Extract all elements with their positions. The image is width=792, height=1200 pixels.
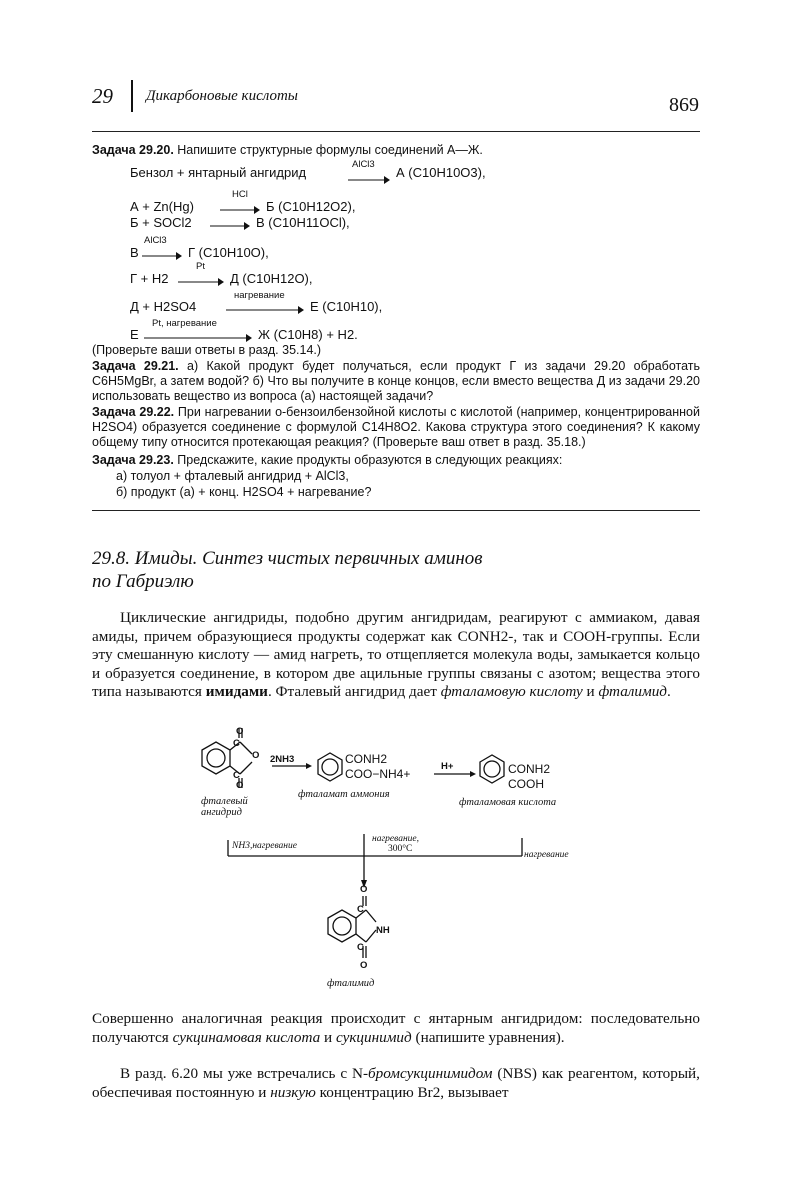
text: концентрацию Br2, вызывает xyxy=(315,1083,509,1101)
paragraph-succinic xyxy=(92,1010,700,1047)
task-text: Напишите структурные формулы соединений А—Ж. xyxy=(177,143,483,157)
task-29-22 xyxy=(92,405,700,450)
caption-ammonium-phthalamate: фталамат аммония xyxy=(298,789,390,800)
phthalimide-structure xyxy=(328,896,376,958)
term-phthalimide: фталимид xyxy=(598,683,667,700)
text: . Фталевый ангидрид дает xyxy=(267,683,441,700)
condition-ammonia-heat: NH3,нагревание xyxy=(232,841,297,851)
reaction-line-3: Б + SOCl2 xyxy=(130,215,192,230)
task-label: Задача 29.22. xyxy=(92,405,175,419)
reaction-line-5: Г + H2 xyxy=(130,271,169,286)
condition: HCl xyxy=(232,189,248,200)
imide-atom-c-bottom: C xyxy=(357,942,364,953)
task-label: Задача 29.20. xyxy=(92,143,174,157)
group-cooh: COOH xyxy=(508,777,544,791)
ammonium-phthalamate-structure xyxy=(318,753,342,781)
group-conh2-acid: CONH2 xyxy=(508,762,551,776)
task-29-20-check: (Проверьте ваши ответы в разд. 35.14.) xyxy=(92,343,322,357)
imide-atom-o-bottom: O xyxy=(360,960,368,971)
task-text: а) Какой продукт будет получаться, если продукт Г из задачи 29.20 обработать C6H5MgBr, а затем водой? б) Что вы получите в конце концов, если вместо вещества Д из задачи 29.20 использовать вещество из вопроса (а) настоящей задачи? xyxy=(92,359,700,403)
section-heading-line-1: 29.8. Имиды. Синтез чистых первичных аминов xyxy=(92,548,483,569)
task-label: Задача 29.21. xyxy=(92,359,179,373)
group-conh2: CONH2 xyxy=(345,752,388,766)
product: Г (C10H10O), xyxy=(188,245,269,260)
reaction-arrow xyxy=(226,305,304,315)
atom-c-bottom: C xyxy=(233,770,240,781)
condition-heat: нагревание, xyxy=(372,834,419,844)
reactants: Бензол + янтарный ангидрид xyxy=(130,165,307,180)
term-low: низкую xyxy=(270,1083,316,1101)
product: Ж (C10H8) + H2. xyxy=(258,327,358,342)
condition-300c: 300°C xyxy=(388,844,413,854)
term-succinamic-acid: сукцинамовая кислота xyxy=(172,1028,321,1046)
condition: нагревание xyxy=(234,290,285,301)
text: и xyxy=(320,1028,336,1046)
paragraph-nbs xyxy=(92,1065,700,1102)
chapter-title: Дикарбоновые кислоты xyxy=(146,88,298,104)
task-text: Предскажите, какие продукты образуются в следующих реакциях: xyxy=(177,453,563,467)
caption-phthalic-anhydride: фталевый ангидрид xyxy=(201,796,248,818)
reagent-proton: H+ xyxy=(441,761,454,772)
atom-o-bottom: O xyxy=(236,780,244,791)
top-rule xyxy=(92,131,700,132)
condition: Pt xyxy=(196,261,205,272)
phthalic-anhydride-structure xyxy=(202,728,252,788)
product: Б (C10H12O2), xyxy=(266,199,356,214)
product: А (C10H10O3), xyxy=(396,165,486,180)
condition: Pt, нагревание xyxy=(152,318,217,329)
task-text: При нагревании о-бензоилбензойной кислоты с кислотой (например, концентрированной H2SO4) образуется соединение с формулой C14H8O2. Какова структура этого соединения? К какому общему типу относится протекающая реакция? (Проверьте ваш ответ в разд. 35.18.) xyxy=(92,405,700,449)
reaction-arrow xyxy=(220,205,260,215)
page-number: 869 xyxy=(669,94,699,116)
reaction-arrow xyxy=(178,277,224,287)
product: Д (C10H12O), xyxy=(230,271,313,286)
term-imides: имидами xyxy=(205,683,268,700)
term-succinimide: сукцинимид xyxy=(335,1028,412,1046)
phthalamic-acid-structure xyxy=(480,755,504,783)
product: В (C10H11OCl), xyxy=(256,215,350,230)
reaction-line-6: Д + H2SO4 xyxy=(130,299,197,314)
atom-o-top: O xyxy=(236,726,244,737)
imide-atom-o-top: O xyxy=(360,884,368,895)
atom-o-ring: O xyxy=(252,750,260,761)
task-label: Задача 29.23. xyxy=(92,453,174,467)
caption-phthalimide: фталимид xyxy=(327,978,375,989)
reaction-arrow xyxy=(210,221,250,231)
tasks-bottom-rule xyxy=(92,510,700,511)
text: В разд. 6.20 мы уже встречались с N- xyxy=(120,1065,369,1082)
task-29-20-title xyxy=(92,143,483,158)
text: Совершенно аналогичная реакция происходит с янтарным ангидридом: последовательно получаются xyxy=(92,1010,700,1046)
section-heading-line-2: по Габриэлю xyxy=(92,571,194,592)
term-phthalamic-acid: фталамовую кислоту xyxy=(440,683,583,700)
reaction-line-2: А + Zn(Hg) xyxy=(130,199,194,214)
reaction-arrow xyxy=(142,251,182,261)
reaction-line-1 xyxy=(130,165,306,180)
text: и xyxy=(582,683,599,700)
reaction-list xyxy=(130,159,630,345)
task-29-23 xyxy=(92,453,700,468)
term-bromosuccinimide: бромсукцинимидом xyxy=(368,1065,493,1082)
header-divider xyxy=(131,80,133,112)
task-29-21 xyxy=(92,359,700,404)
group-coo-nh4: COO−NH4+ xyxy=(345,767,411,781)
text: . xyxy=(666,683,671,700)
reaction-line-4: В xyxy=(130,245,139,260)
task-29-23-b: б) продукт (а) + конц. H2SO4 + нагревание? xyxy=(116,485,372,499)
condition: AlCl3 xyxy=(352,159,375,170)
text: (напишите уравнения). xyxy=(411,1028,565,1046)
reagent-ammonia: 2NH3 xyxy=(270,754,295,765)
atom-c-top: C xyxy=(233,738,240,749)
chapter-number: 29 xyxy=(92,84,113,108)
reaction-arrow xyxy=(144,333,252,343)
reaction-line-7: Е xyxy=(130,327,139,342)
reaction-arrow xyxy=(348,175,390,185)
text: (NBS) как реагентом, который, обеспечивая постоянную и xyxy=(92,1065,700,1101)
condition: AlCl3 xyxy=(144,235,167,246)
imide-atom-nh: NH xyxy=(376,925,390,936)
imide-atom-c-top: C xyxy=(357,904,364,915)
caption-phthalamic-acid: фталамовая кислота xyxy=(459,797,557,808)
text: Циклические ангидриды, подобно другим ангидридам, реагируют с аммиаком, давая амиды, причем образующиеся продукты содержат как CONH2-, так и COOH-группы. Если эту смешанную кислоту — амид нагреть, то отщепляется молекула воды, замыкается кольцо и образуется соединение, в котором две ацильные группы связаны с азотом; вещества этого типа называются xyxy=(92,609,700,700)
condition-heat-right: нагревание xyxy=(524,850,569,860)
paragraph-imides xyxy=(92,609,700,702)
product: Е (C10H10), xyxy=(310,299,383,314)
task-29-23-a: а) толуол + фталевый ангидрид + AlCl3, xyxy=(116,469,349,483)
